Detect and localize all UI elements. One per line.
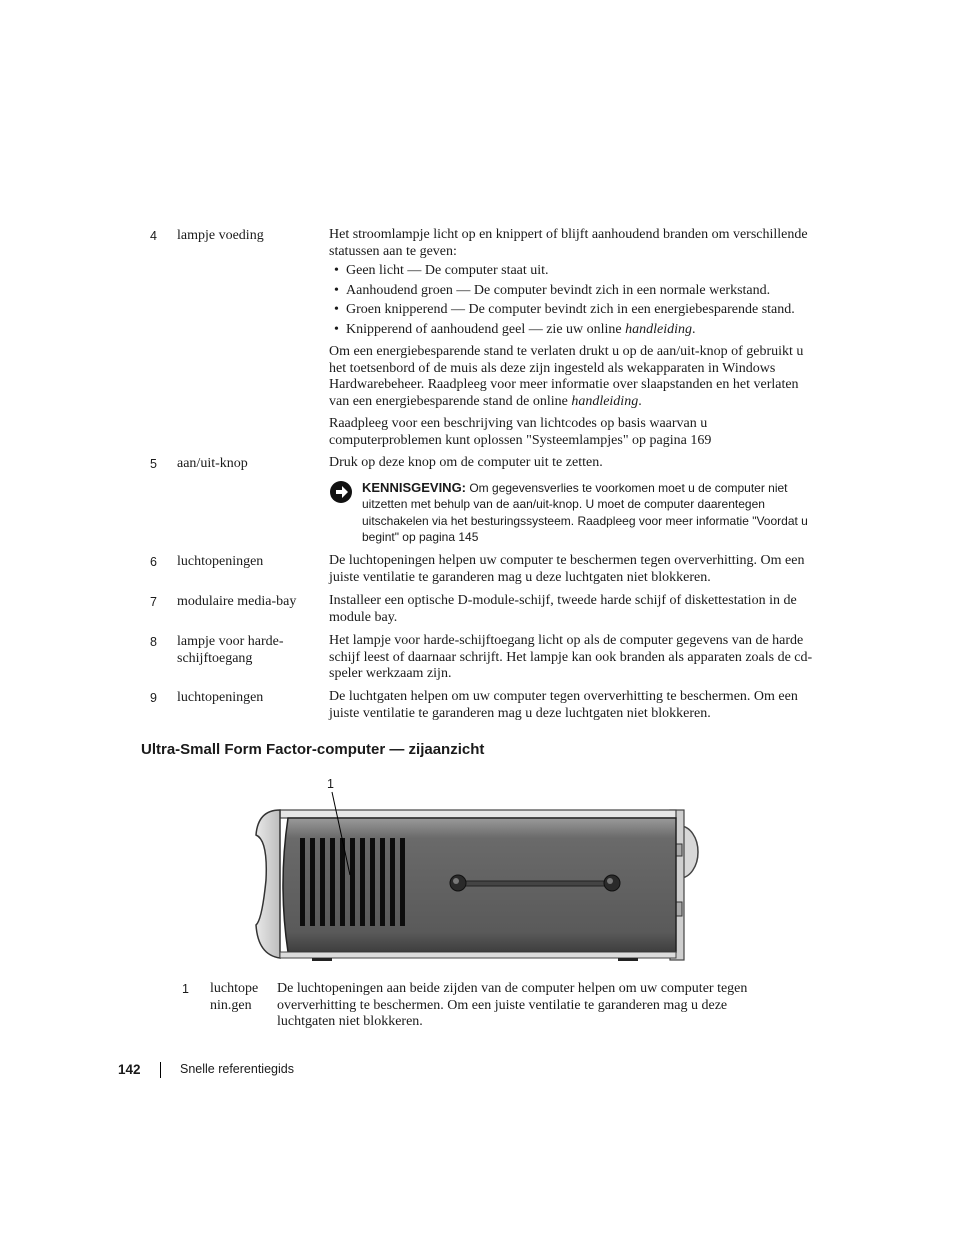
footer-divider (160, 1062, 161, 1078)
row-8-term: lampje voor harde-schijftoegang (177, 634, 284, 666)
row-7-term: modulaire media-bay (177, 594, 297, 609)
row-4-para2 (329, 344, 814, 410)
notice-box (329, 480, 809, 546)
row-4-intro: Het stroomlampje licht op en knippert of blijft aanhoudend branden om verschillende statussen aan te geven: (329, 227, 808, 259)
row-6-description: De luchtopeningen helpen uw computer te beschermen tegen oververhitting. Om een juiste ventilatie te garanderen mag u deze luchtgaten niet blokkeren. (329, 553, 805, 585)
notice-icon (329, 480, 353, 504)
bullet-item: • Groen knipperend — De computer bevindt zich in een energiebesparende stand. (329, 302, 814, 319)
row-8-description: Het lampje voor harde-schijftoegang licht op als de computer gegevens van de harde schijf leest of daarnaar schrijft. Het lampje kan ook branden als apparaten zoals de cd-speler werkzaam zijn. (329, 633, 813, 681)
bullet-text: Knipperend of aanhoudend geel — zie uw online (346, 321, 626, 337)
row-8-number: 8 (150, 635, 157, 649)
notice-body: Om gegevensverlies te voorkomen moet u de computer niet uitzetten met behulp van de aan/uit-knop. U moet de computer daarentegen uitschakelen via het besturingssysteem. Raadpleeg voor meer informatie "Voordat u begint" op pagina 145 (362, 481, 808, 545)
row-4-description (329, 227, 814, 449)
row-4-number: 4 (150, 229, 157, 243)
status-bullet-list (329, 263, 814, 338)
row-9-number: 9 (150, 691, 157, 705)
manual-reference: handleiding (625, 321, 693, 337)
row-9-term: luchtopeningen (177, 690, 264, 705)
bullet-item (329, 322, 814, 339)
row-5-number: 5 (150, 457, 157, 471)
bullet-end: . (692, 321, 696, 337)
row-6-term: luchtopeningen (177, 554, 264, 569)
legend-term: luchtope nin.gen (210, 981, 259, 1013)
figure-callout-number: 1 (327, 777, 334, 791)
footer-title: Snelle referentiegids (180, 1062, 294, 1076)
para2-end: . (638, 393, 642, 409)
page-number: 142 (118, 1062, 141, 1077)
bullet-item: • Geen licht — De computer staat uit. (329, 263, 814, 280)
row-4-term: lampje voeding (177, 228, 264, 243)
legend-number: 1 (182, 982, 189, 996)
row-9-description: De luchtgaten helpen om uw computer tegen oververhitting te beschermen. Om een juiste ventilatie te garanderen mag u deze luchtgaten niet blokkeren. (329, 689, 798, 721)
section-heading: Ultra-Small Form Factor-computer — zijaanzicht (141, 741, 485, 758)
row-7-number: 7 (150, 595, 157, 609)
row-4-para3: Raadpleeg voor een beschrijving van lichtcodes op basis waarvan u computerproblemen kunt oplossen "Systeemlampjes" op pagina 169 (329, 416, 712, 448)
para2-text: Om een energiebesparende stand te verlaten drukt u op de aan/uit-knop of gebruikt u het toetsenbord of de muis als deze zijn ingesteld als wekapparaten in Windows Hardwarebeheer. Raadpleeg voor meer informatie over slaapstanden en het verlaten van een energiebesparende stand de online (329, 344, 804, 409)
legend-description: De luchtopeningen aan beide zijden van de computer helpen om uw computer tegen oververhitting te beschermen. Om een juiste ventilatie te garanderen mag u deze luchtgaten niet blokkeren. (277, 981, 748, 1029)
manual-reference: handleiding (571, 393, 639, 409)
notice-label: KENNISGEVING: (362, 480, 467, 495)
notice-text (362, 480, 809, 546)
bullet-item: • Aanhoudend groen — De computer bevindt zich in een normale werkstand. (329, 283, 814, 300)
row-5-description: Druk op deze knop om de computer uit te zetten. (329, 455, 603, 470)
row-5-term: aan/uit-knop (177, 456, 248, 471)
row-7-description: Installeer een optische D-module-schijf, tweede harde schijf of diskettestation in de module bay. (329, 593, 797, 625)
row-6-number: 6 (150, 555, 157, 569)
computer-side-view-icon (240, 780, 710, 965)
